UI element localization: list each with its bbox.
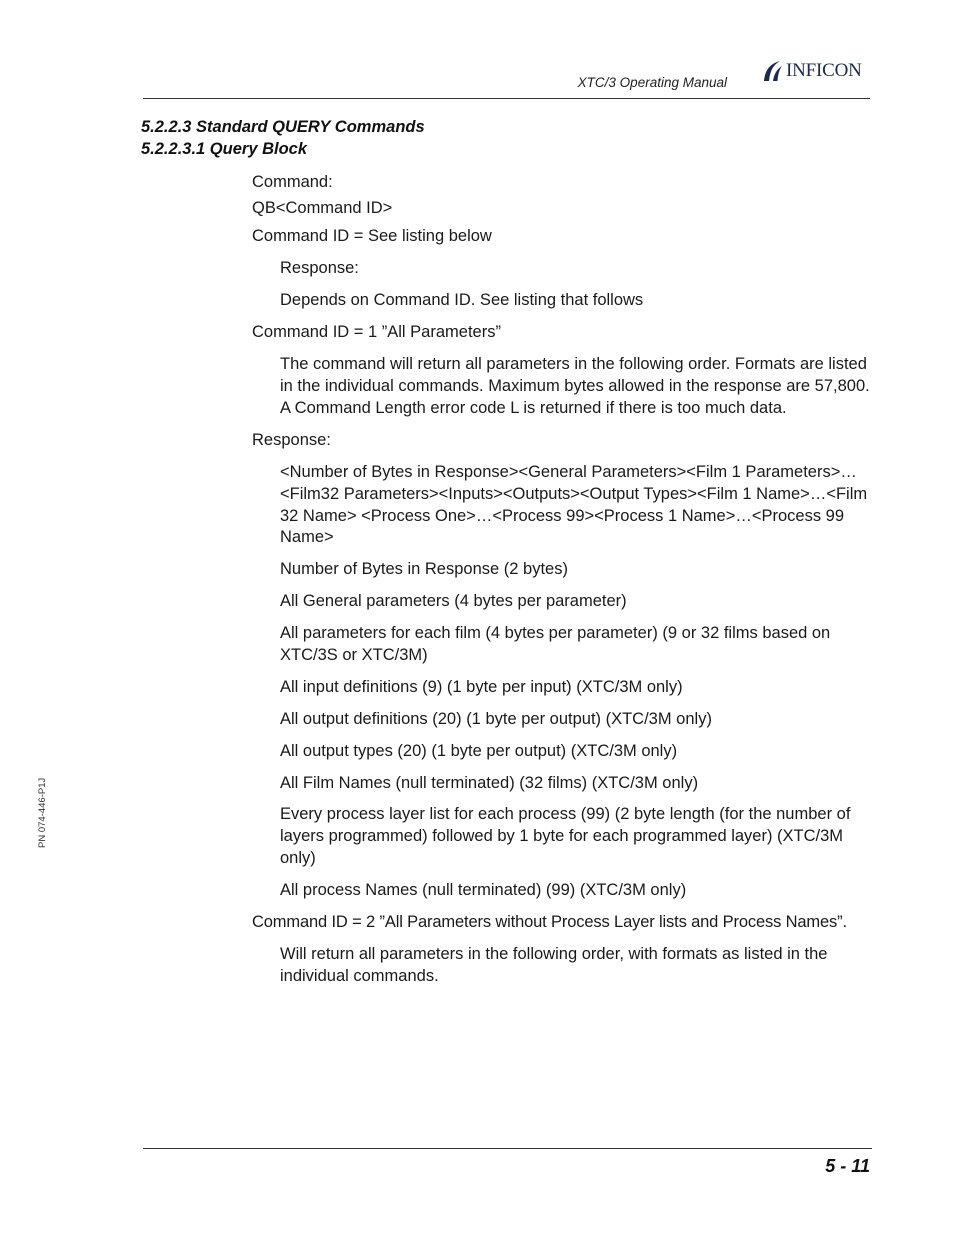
list-item: Number of Bytes in Response (2 bytes) (280, 560, 568, 578)
paragraph-response-desc: Depends on Command ID. See listing that follows (280, 291, 644, 309)
paragraph-response-label-2: Response: (252, 431, 331, 449)
header-rule (143, 98, 870, 99)
section-heading: 5.2.2.3 Standard QUERY Commands (141, 118, 425, 136)
list-item: All output definitions (20) (1 byte per output) (XTC/3M only) (280, 710, 712, 728)
paragraph-command-label: Command: (252, 173, 333, 191)
inficon-logo (760, 58, 862, 84)
part-number: PN 074-446-P1J (37, 777, 48, 848)
list-item: All input definitions (9) (1 byte per input) (XTC/3M only) (280, 678, 683, 696)
footer-rule (143, 1148, 872, 1149)
paragraph-command-id-2: Command ID = 2 ”All Parameters without Process Layer lists and Process Names”. (252, 913, 847, 931)
list-item: All parameters for each film (4 bytes per parameter) (9 or 32 films based on XTC/3S or XTC/3M) (280, 624, 831, 664)
paragraph-command-id-1: Command ID = 1 ”All Parameters” (252, 323, 501, 341)
logo-text: INFICON (786, 60, 862, 81)
paragraph-return-all: The command will return all parameters in the following order. Formats are listed in the individual commands. Maximum bytes allowed in the response are 57,800. A Command Length error code L is returned if there is too much data. (280, 355, 870, 417)
list-item: All Film Names (null terminated) (32 films) (XTC/3M only) (280, 774, 699, 792)
paragraph-response-label: Response: (280, 259, 359, 277)
paragraph-return-without: Will return all parameters in the following order, with formats as listed in the individual commands. (280, 945, 828, 985)
list-item: Every process layer list for each process (99) (2 byte length (for the number of layers programmed) followed by 1 byte for each programmed layer) (XTC/3M only) (280, 805, 851, 867)
subsection-heading: 5.2.2.3.1 Query Block (141, 140, 308, 158)
inficon-swoosh-logo-icon (760, 59, 784, 83)
paragraph-command-syntax: QB<Command ID> (252, 199, 393, 217)
list-item: All output types (20) (1 byte per output) (XTC/3M only) (280, 742, 678, 760)
list-item: All General parameters (4 bytes per parameter) (280, 592, 627, 610)
list-item: All process Names (null terminated) (99) (XTC/3M only) (280, 881, 687, 899)
page-number: 5 - 11 (825, 1156, 870, 1176)
paragraph-response-format: <Number of Bytes in Response><General Parameters><Film 1 Parameters>…<Film32 Parameters><Inputs><Outputs><Output Types><Film 1 Name>…<Film 32 Name> <Process One>…<Process 99><Process 1 Name>…<Process 99 Name> (280, 463, 868, 547)
paragraph-command-id: Command ID = See listing below (252, 227, 492, 245)
header-manual-title: XTC/3 Operating Manual (577, 75, 727, 90)
